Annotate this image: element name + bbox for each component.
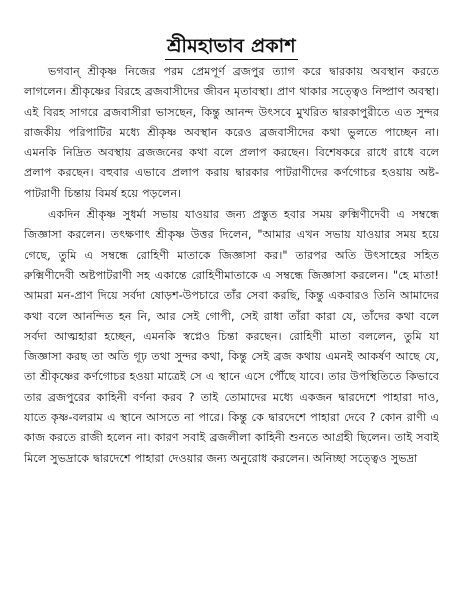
title-block — [24, 0, 439, 62]
page-title: শ্রীমহাভাব প্রকাশ — [165, 34, 298, 60]
paragraph: ভগবান্ শ্রীকৃষ্ণ নিজের পরম প্রেমপূর্ণ ব্রজপুর ত্যাগ করে দ্বারকায় অবস্থান করতে লাগলেন। শ্রীকৃষ্ণের বিরহে ব্রজবাসীদের জীবন মৃতাবস্থা। প্রাণ থাকার সত্ত্বেও নিষ্প্রাণ অবস্থা। এই বিরহ সাগরে ব্রজবাসীরা ভাসছেন, কিন্তু আনন্দ উৎসবে মুখরিত দ্বারকাপুরীতে এত সুন্দর রাজকীয় পরিপাটির মধ্যে শ্রীকৃষ্ণ অবস্থান করেও ব্রজবাসীদের কথা ভুলতে পাচ্ছেন না। এমনকি নিদ্রিত অবস্থায় ব্রজজনের কথা বলে প্রলাপ করছেন। বিশেষকরে রাধে রাধে বলে প্রলাপ করছেন। বহুবার এভাবে প্রলাপ করায় দ্বারকার পাটরাণীদের কর্ণগোচর হওয়ায় অষ্ট-পাটরাণী চিন্তায় বিমর্ষ হয়ে পড়লেন। — [24, 65, 439, 200]
body-text — [24, 62, 439, 469]
paragraph: একদিন শ্রীকৃষ্ণ সুধর্মা সভায় যাওয়ার জন্য প্রস্তুত হবার সময় রুক্মিণীদেবী এ সম্বন্ধে জিজ্ঞাসা করলেন। তৎক্ষণাৎ শ্রীকৃষ্ণ উত্তর দিলেন, "আমার এখন সভায় যাওয়ার সময় হয়ে গেছে, তুমি এ সম্বন্ধে রোহিণী মাতাকে জিজ্ঞাসা কর।" তারপর অতি উৎসাহের সহিত রুক্মিণীদেবী অষ্টপাটরাণী সহ একান্তে রোহিণীমাতাকে এ সম্বন্ধে জিজ্ঞাসা করলেন। "হে মাতা! আমরা মন-প্রাণ দিয়ে সর্বদা ষোড়শ-উপচারে তাঁর সেবা করছি, কিন্তু একবারও তিনি আমাদের কথা বলে আনন্দিত হন নি, আর সেই গোপী, সেই রাধা তাঁরা কারা যে, তাঁদের কথা বলে সর্বদা আত্মহারা হচ্ছেন, এমনকি স্বপ্নেও চিন্তা করছেন। রোহিণী মাতা বললেন, তুমি যা জিজ্ঞাসা করছ তা অতি গূঢ় তথা সুন্দর কথা, কিন্তু সেই ব্রজ কথায় এমনই আকর্ষণ আছে যে, তা শ্রীকৃষ্ণের কর্ণগোচর হওয়া মাত্রেই সে এ স্থানে এসে পৌঁছে যাবে। তার উপস্থিতিতে কিভাবে তার ব্রজপুরের কাহিনী বর্ণনা করব ? তাই তোমাদের মধ্যে একজন দ্বারদেশে পাহারা দাও, যাতে কৃষ্ণ-বলরাম এ স্থানে আসতে না পারে। কিন্তু কে দ্বারদেশে পাহারা দেবে ? কোন রাণী এ কাজ করতে রাজী হলেন না। কারণ সবাই ব্রজলীলা কাহিনী শুনতে আগ্রহী ছিলেন। তাই সবাই মিলে সুভদ্রাকে দ্বারদেশে পাহারা দেওয়ার জন্য অনুরোধ করলেন। অনিচ্ছা সত্ত্বেও সুভদ্রা — [24, 208, 439, 465]
